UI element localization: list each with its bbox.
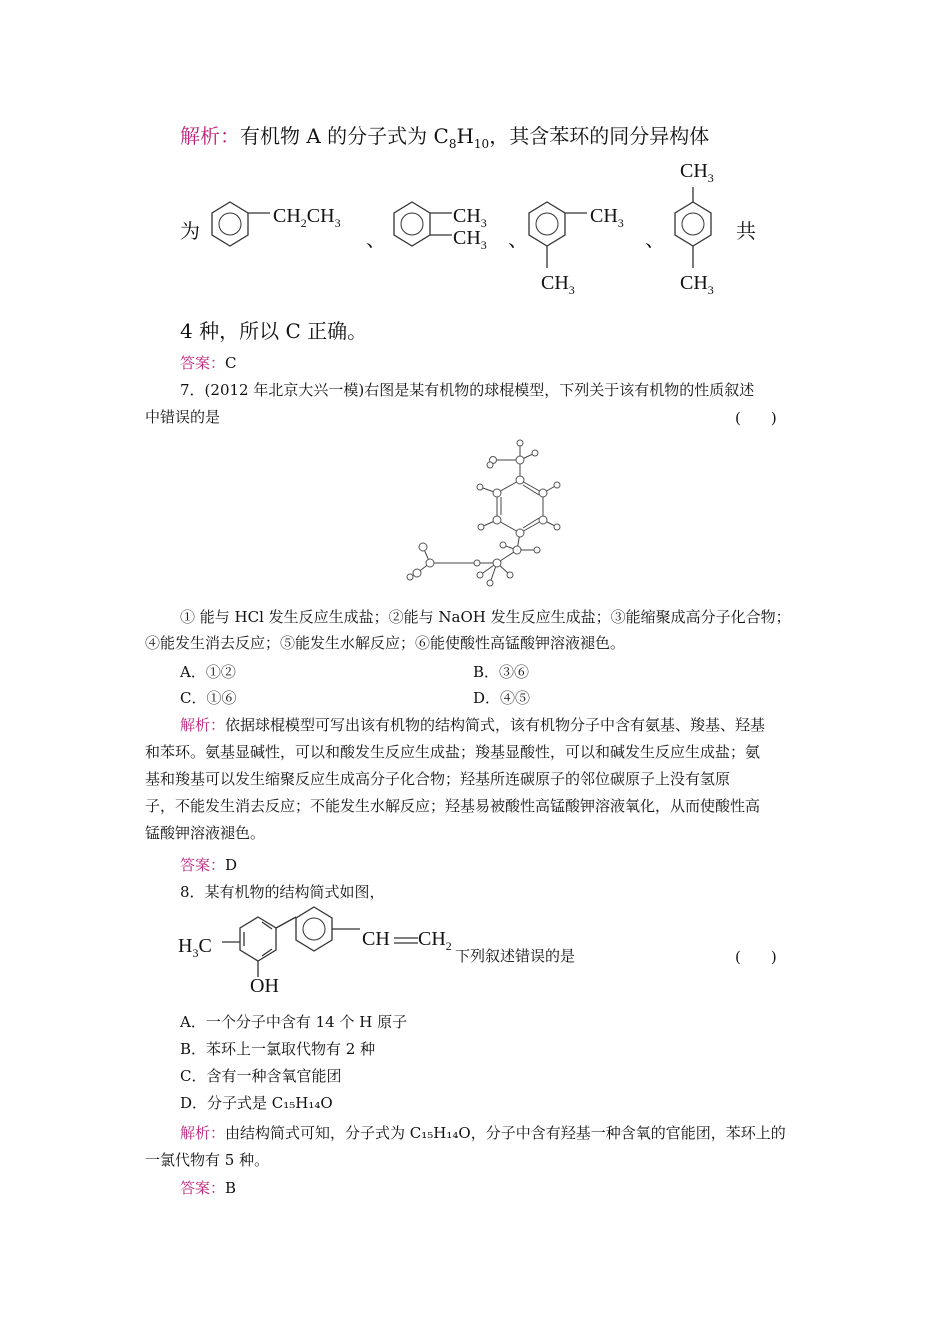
q6-analysis-line (180, 120, 709, 151)
q7-option-d: D．④⑤ (473, 689, 531, 707)
analysis-label: 解析 (180, 124, 220, 148)
isomer1-formula: $CH_2CH_3$ (273, 205, 341, 230)
q7-stem-line2: 中错误的是 (145, 408, 221, 426)
isomer-m-xylene-structure (527, 200, 567, 280)
separator-2: 、 (508, 227, 528, 251)
answer-label: 答案： (180, 856, 226, 874)
q7-analysis-line3: 基和羧基可以发生缩聚反应生成高分子化合物；羟基所连碳原子的邻位碳原子上没有氢原 (145, 770, 731, 788)
q7-option-b: B．③⑥ (473, 663, 530, 681)
q8-stem: 8．某有机物的结构简式如图， (180, 883, 385, 901)
q8-option-a: A．一个分子中含有 14 个 H 原子 (180, 1013, 408, 1031)
q7-stem-line1: 7．(2012 年北京大兴一模)右图是某有机物的球棍模型，下列关于该有机物的性质叙述 (180, 381, 755, 399)
isomer2-ch3-top: $CH_3$ (453, 205, 487, 230)
q8-option-c: C．含有一种含氧官能团 (180, 1067, 342, 1085)
q7-props-line2: ④能发生消去反应；⑤能发生水解反应；⑥能使酸性高锰酸钾溶液褪色。 (145, 634, 626, 652)
q8-option-b: B．苯环上一氯取代物有 2 种 (180, 1040, 376, 1058)
q7-answer-blank: ( ) (735, 409, 777, 427)
q8-option-d: D．分子式是 C₁₅H₁₄O (180, 1094, 333, 1112)
isomer3-ch3-bottom: $CH_3$ (541, 272, 575, 297)
isomer2-ch3-bottom: $CH_3$ (453, 227, 487, 252)
q7-analysis-line1 (180, 715, 765, 735)
q7-option-a: A．①② (180, 663, 236, 681)
separator-3: 、 (645, 227, 665, 251)
q8-ch: CH (362, 928, 390, 950)
isomer4-ch3-top: $CH_3$ (680, 160, 714, 185)
q8-h3c: $H_3C$ (178, 935, 212, 960)
wei-text: 为 (180, 219, 200, 243)
q8-answer (180, 1178, 236, 1198)
q7-props-line1: ① 能与 HCl 发生反应生成盐；②能与 NaOH 发生反应生成盐；③能缩聚成高分子化合物； (180, 608, 791, 626)
answer-label: 答案： (180, 1179, 226, 1197)
isomer4-ch3-bottom: $CH_3$ (680, 272, 714, 297)
q7-answer (180, 855, 237, 875)
analysis-text: 依据球棍模型可写出该有机物的结构简式，该有机物分子中含有氨基、羧基、羟基 (225, 716, 766, 734)
q7-analysis-line2: 和苯环。氨基显碱性，可以和酸发生反应生成盐；羧基显酸性，可以和碱发生反应生成盐；氨 (145, 743, 761, 761)
q7-analysis-line5: 锰酸钾溶液褪色。 (145, 824, 266, 842)
ball-and-stick-model (405, 435, 565, 595)
q7-option-c: C．①⑥ (180, 689, 237, 707)
answer-label: 答案： (180, 354, 226, 372)
q6-answer (180, 353, 237, 373)
isomer-o-xylene-structure (392, 200, 432, 250)
answer-value: C (225, 354, 237, 372)
q8-structure-rings (210, 905, 380, 985)
q8-analysis-line1 (180, 1123, 786, 1143)
answer-value: D (225, 856, 238, 874)
analysis-label: 解析： (180, 1124, 226, 1142)
isomer-p-xylene-structure (673, 185, 713, 275)
gong-text: 共 (736, 219, 756, 243)
q8-oh: OH (250, 975, 279, 997)
q6-analysis-text2: ，其含苯环的同分异构体 (489, 124, 710, 148)
q8-analysis-line2: 一氯代物有 5 种。 (145, 1151, 270, 1169)
isomer-ethylbenzene-structure (210, 200, 250, 250)
isomer3-ch3-side: $CH_3$ (590, 205, 624, 230)
analysis-text: 由结构简式可知，分子式为 C₁₅H₁₄O，分子中含有羟基一种含氧的官能团，苯环上的 (225, 1124, 786, 1142)
sub-8: 8 (448, 137, 457, 151)
q7-analysis-line4: 子，不能发生消去反应；不能发生水解反应；羟基易被酸性高锰酸钾溶液氧化，从而使酸性高 (145, 797, 761, 815)
analysis-colon: ： (220, 124, 240, 148)
answer-value: B (225, 1179, 237, 1197)
q6-analysis-text: 有机物 A 的分子式为 C (240, 124, 449, 148)
analysis-label: 解析： (180, 716, 226, 734)
separator-1: 、 (366, 227, 386, 251)
q8-stem-tail: 下列叙述错误的是 (455, 947, 576, 965)
h-letter: H (456, 124, 474, 148)
q8-answer-blank: ( ) (735, 948, 777, 966)
q6-analysis-end: 4 种，所以 C 正确。 (180, 319, 368, 343)
q8-ch2: $CH_2$ (418, 928, 452, 953)
sub-10: 10 (473, 137, 490, 151)
